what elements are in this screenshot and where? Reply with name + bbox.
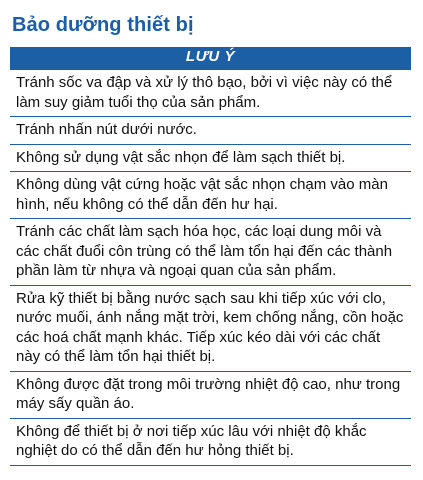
- caution-item: Không để thiết bị ở nơi tiếp xúc lâu với nhiệt độ khắc nghiệt do có thể dẫn đến hư hỏng thiết bị.: [10, 419, 411, 466]
- caution-item: Không được đặt trong môi trường nhiệt độ cao, như trong máy sấy quần áo.: [10, 372, 411, 419]
- caution-header: LƯU Ý: [10, 47, 411, 69]
- caution-item: Tránh nhấn nút dưới nước.: [10, 117, 411, 145]
- caution-item: Rửa kỹ thiết bị bằng nước sạch sau khi tiếp xúc với clo, nước muối, ánh nắng mặt trời, kem chống nắng, cồn hoặc các hoá chất mạnh khác. Tiếp xúc kéo dài với các chất này có thể làm tổn hại thiết bị.: [10, 286, 411, 372]
- caution-item: Không sử dụng vật sắc nhọn để làm sạch thiết bị.: [10, 145, 411, 173]
- page-title: Bảo dưỡng thiết bị: [12, 14, 194, 36]
- caution-list: [10, 69, 411, 466]
- document-page: [10, 0, 411, 466]
- caution-item: Tránh các chất làm sạch hóa học, các loại dung môi và các chất đuổi côn trùng có thể làm tổn hại đến các thành phần làm từ nhựa và ngoại quan của sản phẩm.: [10, 219, 411, 286]
- caution-item: Không dùng vật cứng hoặc vật sắc nhọn chạm vào màn hình, nếu không có thể dẫn đến hư hại.: [10, 172, 411, 219]
- caution-item: Tránh sốc va đập và xử lý thô bạo, bởi vì việc này có thể làm suy giảm tuổi thọ của sản phẩm.: [10, 69, 411, 117]
